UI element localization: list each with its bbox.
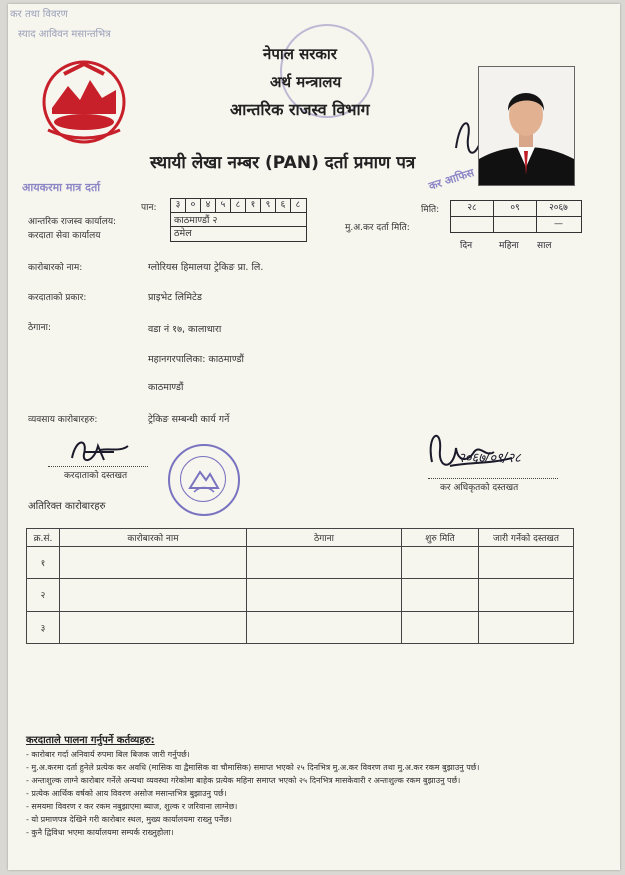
pan-digit: ८	[231, 199, 246, 212]
nepal-emblem-icon	[38, 56, 130, 148]
tso-box	[170, 226, 307, 242]
address-line-2: महानगरपालिका: काठमाण्डौं	[148, 354, 244, 365]
row-sign	[479, 611, 574, 643]
duty-item: - प्रत्येक आर्थिक वर्षको आय विवरण असोज मसान्तभित्र बुझाउनु पर्छ।	[26, 789, 227, 798]
pan-label: पान:	[141, 203, 157, 213]
col-start-date: शुरु मिति	[402, 529, 479, 547]
tso-value: ठमेल	[174, 228, 192, 239]
duties-title: करदाताले पालना गर्नुपर्ने कर्तव्यहरु:	[26, 735, 155, 746]
main-business-label: व्यवसाय कारोबारहरु:	[28, 415, 98, 425]
pan-digit: ५	[216, 199, 231, 212]
duties-list	[26, 748, 586, 839]
company-seal	[168, 444, 240, 516]
applicant-photo	[478, 66, 575, 186]
header-department: आन्तरिक राजस्व विभाग	[230, 100, 370, 119]
certificate-title: स्थायी लेखा नम्बर (PAN) दर्ता प्रमाण पत्र	[150, 153, 416, 173]
seal-mountain-icon	[188, 464, 220, 494]
officer-signature-caption: कर अधिकृतको दस्तखत	[440, 483, 519, 493]
row-start	[402, 547, 479, 579]
additional-business-title: अतिरिक्त कारोबारहरु	[28, 501, 106, 512]
row-sn: ३	[27, 611, 60, 643]
header-ministry: अर्थ मन्त्रालय	[270, 73, 342, 91]
date-caption-year: साल	[537, 241, 552, 251]
faint-header-1: कर तथा विवरण	[10, 9, 68, 20]
row-sign	[479, 579, 574, 611]
duty-item: - अन्तःशुल्क लाग्ने कारोबार गर्नेले अन्यथा व्यवस्था गरेकोमा बाहेक प्रत्येक महिना समाप्त भएको २५ दिनभित्र मासकेवारी र अन्तःशुल्क रकम बुझाउनु पर्छ।	[26, 776, 461, 785]
date-month: ०९	[494, 201, 537, 216]
tso-label: करदाता सेवा कार्यालय	[28, 231, 101, 241]
vat-date-month	[494, 217, 537, 232]
date-label: मिति:	[421, 205, 440, 215]
taxpayer-signature	[64, 432, 134, 468]
duty-item: - कुनै द्विविधा भएमा कार्यालयमा सम्पर्क राख्नुहोला।	[26, 828, 174, 837]
pan-digit: ८	[295, 200, 301, 210]
ird-office-label: आन्तरिक राजस्व कार्यालय:	[28, 217, 117, 227]
address-line-1: वडा नं १७, कालाधारा	[148, 324, 222, 335]
pan-number-box	[170, 198, 307, 213]
date-day: २८	[451, 201, 494, 216]
col-address: ठेगाना	[247, 529, 402, 547]
pan-digit: ६	[276, 199, 291, 212]
row-address	[247, 579, 402, 611]
row-sign	[479, 547, 574, 579]
pan-digit: ०	[186, 199, 201, 212]
duty-item: - कारोबार गर्दा अनिवार्य रुपमा बिल बिजक जारी गर्नुपर्छ।	[26, 750, 190, 759]
duty-item: - समयमा विवरण र कर रकम नबुझाएमा ब्याज, शुल्क र जरिवाना लाग्नेछ।	[26, 802, 238, 811]
table-header-row	[27, 529, 574, 547]
vat-date-box	[450, 216, 582, 233]
duty-item: - यो प्रमाणपत्र देखिने गरी कारोबार स्थल, मुख्य कार्यालयमा राख्नु पर्नेछ।	[26, 815, 232, 824]
faint-header-2: स्याद आविवन मसान्तभित्र	[18, 29, 111, 40]
date-caption-month: महिना	[499, 241, 519, 251]
business-name-value: ग्लोरियस हिमालया ट्रेकिङ प्रा. लि.	[148, 262, 264, 273]
taxpayer-type-value: प्राइभेट लिमिटेड	[148, 292, 202, 303]
pan-digit: ३	[171, 199, 186, 212]
signature-date: २०६७/०९/२८	[458, 451, 521, 466]
row-start	[402, 579, 479, 611]
taxpayer-type-label: करदाताको प्रकार:	[28, 293, 87, 303]
income-tax-only-stamp: आयकरमा मात्र दर्ता	[22, 181, 101, 194]
vat-date-value: —	[554, 219, 563, 229]
ird-office-value: काठमाण्डौं २	[174, 215, 218, 226]
vat-date-day	[451, 217, 494, 232]
header-government: नेपाल सरकार	[263, 45, 337, 63]
row-address	[247, 547, 402, 579]
ird-office-box	[170, 212, 307, 227]
officer-signature-line	[428, 478, 558, 479]
col-sn: क्र.सं.	[27, 529, 60, 547]
row-name	[60, 579, 247, 611]
pan-certificate	[8, 4, 620, 870]
vat-date-label: मु.अ.कर दर्ता मिति:	[345, 223, 410, 233]
row-name	[60, 547, 247, 579]
date-caption-day: दिन	[460, 241, 473, 251]
row-sn: २	[27, 579, 60, 611]
tax-office-stamp-text: कर आफिस	[427, 166, 476, 193]
pan-digit: १	[246, 199, 261, 212]
address-label: ठेगाना:	[28, 323, 51, 333]
pan-digit: ४	[201, 199, 216, 212]
col-issuer-signature: जारी गर्नेको दस्तखत	[479, 529, 574, 547]
main-business-value: ट्रेकिङ सम्बन्धी कार्य गर्ने	[148, 414, 230, 425]
date-box	[450, 200, 582, 217]
additional-business-table	[26, 528, 574, 644]
table-row	[27, 579, 574, 611]
date-year: २०६७	[549, 203, 568, 213]
table-row	[27, 611, 574, 643]
business-name-label: कारोबारको नाम:	[28, 263, 83, 273]
table-row	[27, 547, 574, 579]
row-address	[247, 611, 402, 643]
taxpayer-signature-line	[48, 466, 148, 467]
col-business-name: कारोबारको नाम	[60, 529, 247, 547]
row-start	[402, 611, 479, 643]
address-line-3: काठमाण्डौं	[148, 382, 184, 393]
duty-item: - मु.अ.करमा दर्ता हुनेले प्रत्येक कर अवधि (मासिक वा द्वैमासिक वा चौमासिक) समाप्त भएको २५ दिनभित्र मु.अ.कर विवरण तथा मु.अ.कर रकम बुझाउनु पर्छ।	[26, 763, 480, 772]
taxpayer-signature-caption: करदाताको दस्तखत	[64, 471, 128, 481]
row-sn: १	[27, 547, 60, 579]
pan-digit: ९	[261, 199, 276, 212]
row-name	[60, 611, 247, 643]
